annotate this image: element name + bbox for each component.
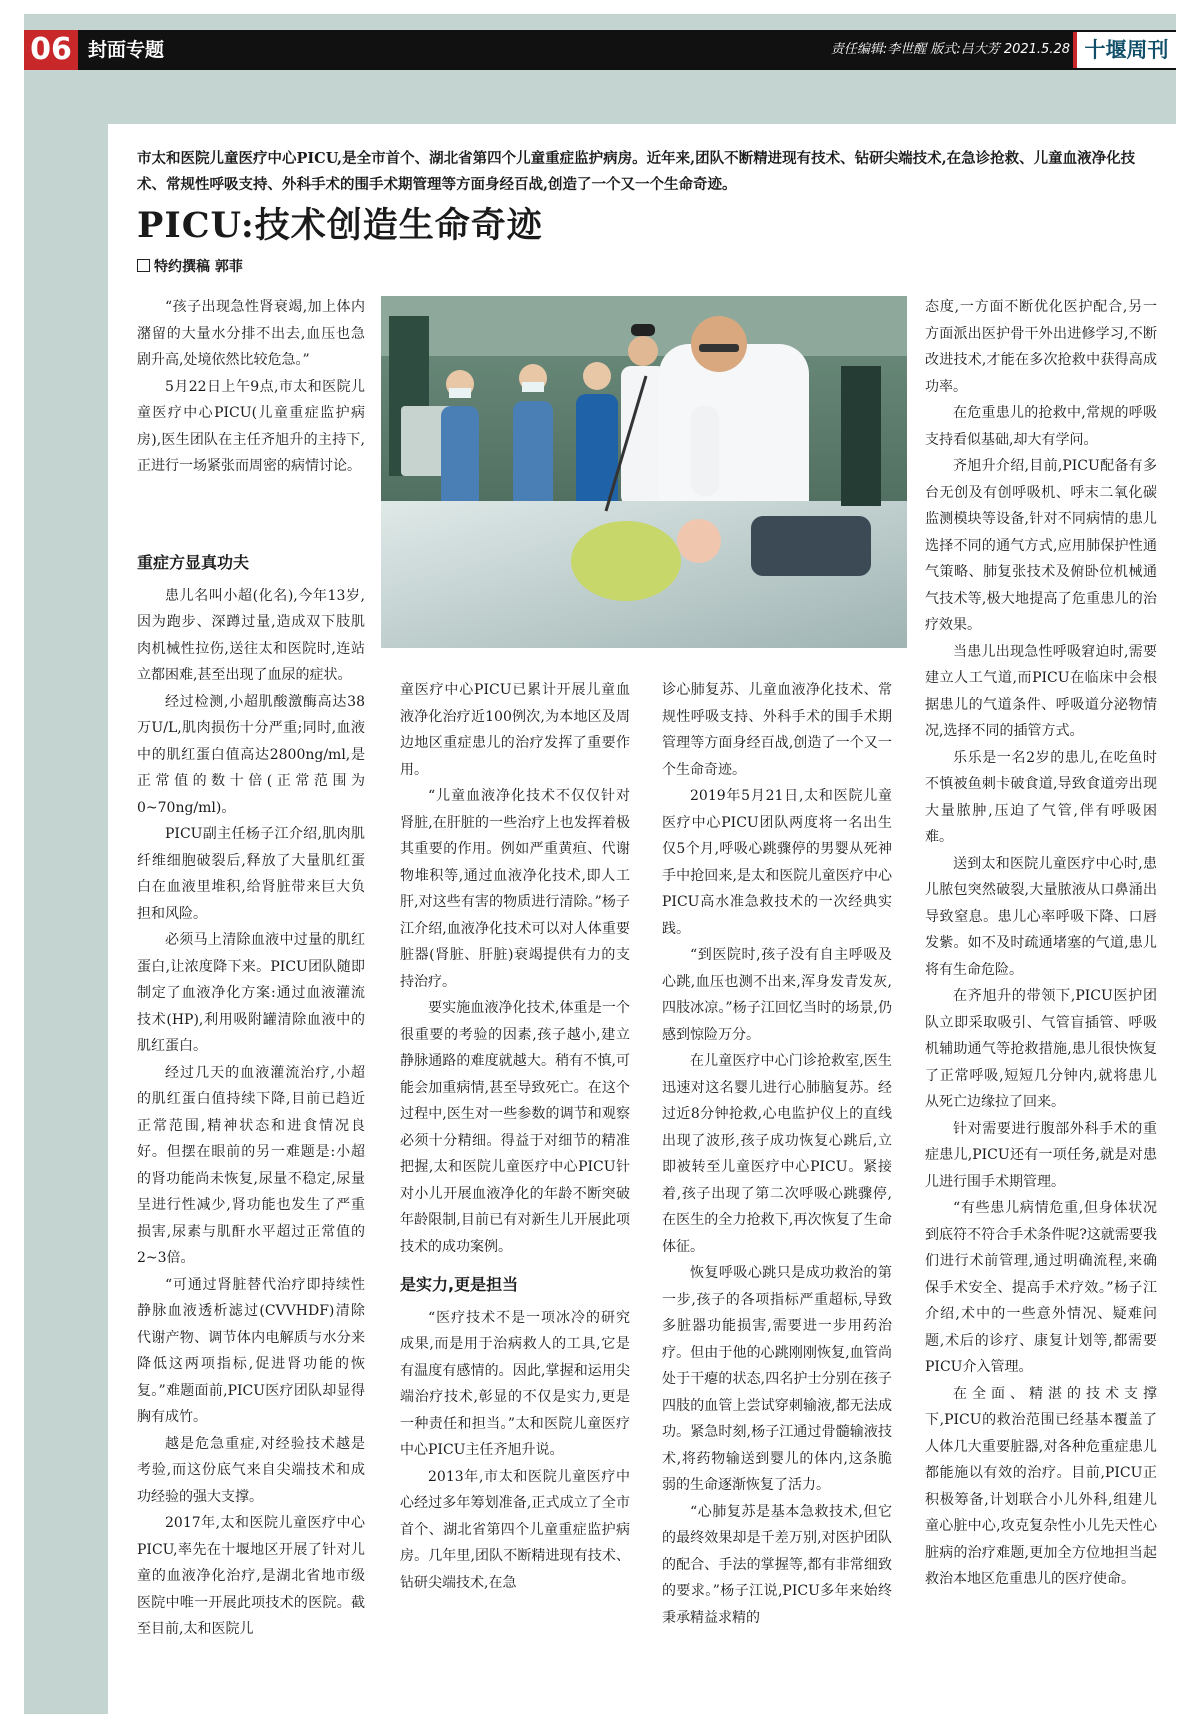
paragraph: 要实施血液净化技术,体重是一个很重要的考验的因素,孩子越小,建立静脉通路的难度就越大。稍有不慎,可能会加重病情,甚至导致死亡。在这个过程中,医生对一些参数的调节和观察必须十分精细。得益于对细节的精准把握,太和医院儿童医疗中心PICU针对小儿开展血液净化的年龄不断突破年龄限制,目前已有对新生儿开展此项技术的成功案例。 bbox=[400, 1000, 630, 1255]
paragraph: 恢复呼吸心跳只是成功救治的第一步,孩子的各项指标严重超标,导致多脏器功能损害,需要进一步用药治疗。但由于他的心跳刚刚恢复,血管尚处于干瘪的状态,四名护士分别在孩子四肢的血管上尝试穿刺输液,都无法成功。紧急时刻,杨子江通过骨髓输液技术,将药物输送到婴儿的体内,这条脆弱的生命逐渐恢复了活力。 bbox=[662, 1265, 892, 1493]
byline bbox=[137, 256, 243, 276]
paragraph: “心肺复苏是基本急救技术,但它的最终效果却是千差万别,对医护团队的配合、手法的掌握等,都有非常细致的要求。”杨子江说,PICU多年来始终秉承精益求精的 bbox=[662, 1503, 892, 1626]
paragraph: 送到太和医院儿童医疗中心时,患儿脓包突然破裂,大量脓液从口鼻涌出导致窒息。患儿心率呼吸下降、口唇发紫。如不及时疏通堵塞的气道,患儿将有生命危险。 bbox=[925, 855, 1157, 978]
paragraph: 经过几天的血液灌流治疗,小超的肌红蛋白值持续下降,目前已趋近正常范围,精神状态和进食情况良好。但摆在眼前的另一难题是:小超的肾功能尚未恢复,尿量不稳定,尿量呈进行性减少,肾功能也发生了严重损害,尿素与肌酐水平超过正常值的2~3倍。 bbox=[137, 1064, 365, 1266]
paragraph: “儿童血液净化技术不仅仅针对肾脏,在肝脏的一些治疗上也发挥着极其重要的作用。例如严重黄疸、代谢物堆积等,通过血液净化技术,即人工肝,对这些有害的物质进行清除。”杨子江介绍,血液净化技术可以对人体重要脏器(肾脏、肝脏)衰竭提供有力的支持治疗。 bbox=[400, 788, 630, 990]
paragraph: 2013年,市太和医院儿童医疗中心经过多年筹划准备,正式成立了全市首个、湖北省第四个儿童重症监护病房。几年里,团队不断精进现有技术、钻研尖端技术,在急 bbox=[400, 1468, 630, 1591]
byline-text: 特约撰稿 郭菲 bbox=[154, 259, 243, 275]
paragraph: 针对需要进行腹部外科手术的重症患儿,PICU还有一项任务,就是对患儿进行围手术期管理。 bbox=[925, 1120, 1157, 1190]
paragraph: “医疗技术不是一项冰冷的研究成果,而是用于治病救人的工具,它是有温度有感情的。因此,掌握和运用尖端治疗技术,彰显的不仅是实力,更是一种责任和担当。”太和医院儿童医疗中心PICU主任齐旭升说。 bbox=[400, 1309, 630, 1458]
paragraph: 诊心肺复苏、儿童血液净化技术、常规性呼吸支持、外科手术的围手术期管理等方面身经百战,创造了一个又一个生命奇迹。 bbox=[662, 682, 892, 778]
section-title: 封面专题 bbox=[88, 39, 165, 61]
paragraph: 患儿名叫小超(化名),今年13岁,因为跑步、深蹲过量,造成双下肢肌肉机械性拉伤,送往太和医院时,连站立都困难,甚至出现了血尿的症状。 bbox=[137, 587, 365, 683]
paragraph: “到医院时,孩子没有自主呼吸及心跳,血压也测不出来,浑身发青发灰,四肢冰凉。”杨子江回忆当时的场景,仍感到惊险万分。 bbox=[662, 947, 892, 1043]
paragraph: 在齐旭升的带领下,PICU医护团队立即采取吸引、气管盲插管、呼吸机辅助通气等抢救措施,患儿很快恢复了正常呼吸,短短几分钟内,就将患儿从死亡边缘拉了回来。 bbox=[925, 988, 1157, 1110]
paragraph: 经过检测,小超肌酸激酶高达38万U/L,肌肉损伤十分严重;同时,血液中的肌红蛋白值高达2800ng/ml,是正常值的数十倍(正常范围为0~70ng/ml)。 bbox=[137, 693, 365, 816]
byline-box-icon bbox=[137, 259, 150, 272]
subheading-2: 是实力,更是担当 bbox=[400, 1275, 519, 1294]
paragraph: 齐旭升介绍,目前,PICU配备有多台无创及有创呼吸机、呼末二氧化碳监测模块等设备,针对不同病情的患儿选择不同的通气方式,应用肺保护性通气策略、肺复张技术及俯卧位机械通气技术等,极大地提高了危重患儿的治疗效果。 bbox=[925, 458, 1157, 633]
article-photo bbox=[381, 296, 907, 648]
subheading-1: 重症方显真功夫 bbox=[137, 553, 250, 572]
lead-paragraph: 市太和医院儿童医疗中心PICU,是全市首个、湖北省第四个儿童重症监护病房。近年来,团队不断精进现有技术、钻研尖端技术,在急诊抢救、儿童血液净化技术、常规性呼吸支持、外科手术的围手术期管理等方面身经百战,创造了一个又一个生命奇迹。 bbox=[137, 150, 1136, 193]
paragraph: 童医疗中心PICU已累计开展儿童血液净化治疗近100例次,为本地区及周边地区重症患儿的治疗发挥了重要作用。 bbox=[400, 682, 630, 778]
paragraph: 5月22日上午9点,市太和医院儿童医疗中心PICU(儿童重症监护病房),医生团队在主任齐旭升的主持下,正进行一场紧张而周密的病情讨论。 bbox=[137, 378, 365, 474]
column-1-top bbox=[137, 294, 365, 480]
column-2 bbox=[400, 677, 630, 1596]
paragraph: 在全面、精湛的技术支撑下,PICU的救治范围已经基本覆盖了人体几大重要脏器,对各种危重症患儿都能施以有效的治疗。目前,PICU正积极筹备,计划联合小儿外科,组建儿童心脏中心,攻克复杂性小儿先天性心脏病的治疗难题,更加全方位地担当起救治本地区危重患儿的医疗使命。 bbox=[925, 1385, 1157, 1587]
pediatric-icu-photo bbox=[381, 296, 907, 648]
paragraph: 越是危急重症,对经验技术越是考验,而这份底气来自尖端技术和成功经验的强大支撑。 bbox=[137, 1435, 365, 1505]
column-3 bbox=[662, 677, 892, 1631]
masthead-logo: 十堰周刊 bbox=[1073, 32, 1176, 68]
paragraph: 必须马上清除血液中过量的肌红蛋白,让浓度降下来。PICU团队随即制定了血液净化方案:通过血液灌流技术(HP),利用吸附罐清除血液中的肌红蛋白。 bbox=[137, 932, 365, 1054]
paragraph: 2017年,太和医院儿童医疗中心PICU,率先在十堰地区开展了针对儿童的血液净化治疗,是湖北省地市级医院中唯一开展此项技术的医院。截至目前,太和医院儿 bbox=[137, 1515, 365, 1637]
paragraph: 乐乐是一名2岁的患儿,在吃鱼时不慎被鱼刺卡破食道,导致食道旁出现大量脓肿,压迫了气管,伴有呼吸困难。 bbox=[925, 749, 1157, 845]
page-number: 06 bbox=[24, 30, 78, 70]
article-headline: PICU:技术创造生命奇迹 bbox=[137, 205, 543, 246]
column-4 bbox=[925, 294, 1157, 1593]
paragraph: 当患儿出现急性呼吸窘迫时,需要建立人工气道,而PICU在临床中会根据患儿的气道条件、呼吸道分泌物情况,选择不同的插管方式。 bbox=[925, 643, 1157, 739]
paragraph: 态度,一方面不断优化医护配合,另一方面派出医护骨干外出进修学习,不断改进技术,才能在多次抢救中获得高成功率。 bbox=[925, 299, 1157, 395]
paragraph: “可通过肾脏替代治疗即持续性静脉血液透析滤过(CVVHDF)清除代谢产物、调节体内电解质与水分来降低这两项指标,促进肾功能的恢复。”难题面前,PICU医疗团队却显得胸有成竹。 bbox=[137, 1276, 365, 1425]
paragraph: PICU副主任杨子江介绍,肌肉肌纤维细胞破裂后,释放了大量肌红蛋白在血液里堆积,给肾脏带来巨大负担和风险。 bbox=[137, 826, 365, 922]
paragraph: 2019年5月21日,太和医院儿童医疗中心PICU团队两度将一名出生仅5个月,呼吸心跳骤停的男婴从死神手中抢回来,是太和医院儿童医疗中心PICU高水准急救技术的一次经典实践。 bbox=[662, 788, 892, 937]
editor-credits: 责任编辑:李世醒 版式:吕大芳 2021.5.28 bbox=[830, 42, 1070, 57]
column-1-bottom bbox=[137, 538, 365, 1643]
paragraph: 在儿童医疗中心门诊抢救室,医生迅速对这名婴儿进行心肺脑复苏。经过近8分钟抢救,心电监护仪上的直线出现了波形,孩子成功恢复心跳后,立即被转至儿童医疗中心PICU。紧接着,孩子出现了第二次呼吸心跳骤停,在医生的全力抢救下,再次恢复了生命体征。 bbox=[662, 1053, 892, 1255]
paragraph: “有些患儿病情危重,但身体状况到底符不符合手术条件呢?这就需要我们进行术前管理,通过明确流程,来确保手术安全、提高手术疗效。”杨子江介绍,术中的一些意外情况、疑难问题,术后的诊疗、康复计划等,都需要PICU介入管理。 bbox=[925, 1200, 1157, 1375]
paragraph: “孩子出现急性肾衰竭,加上体内潴留的大量水分排不出去,血压也急剧升高,处境依然比较危急。” bbox=[137, 299, 365, 368]
paragraph: 在危重患儿的抢救中,常规的呼吸支持看似基础,却大有学问。 bbox=[925, 405, 1157, 448]
